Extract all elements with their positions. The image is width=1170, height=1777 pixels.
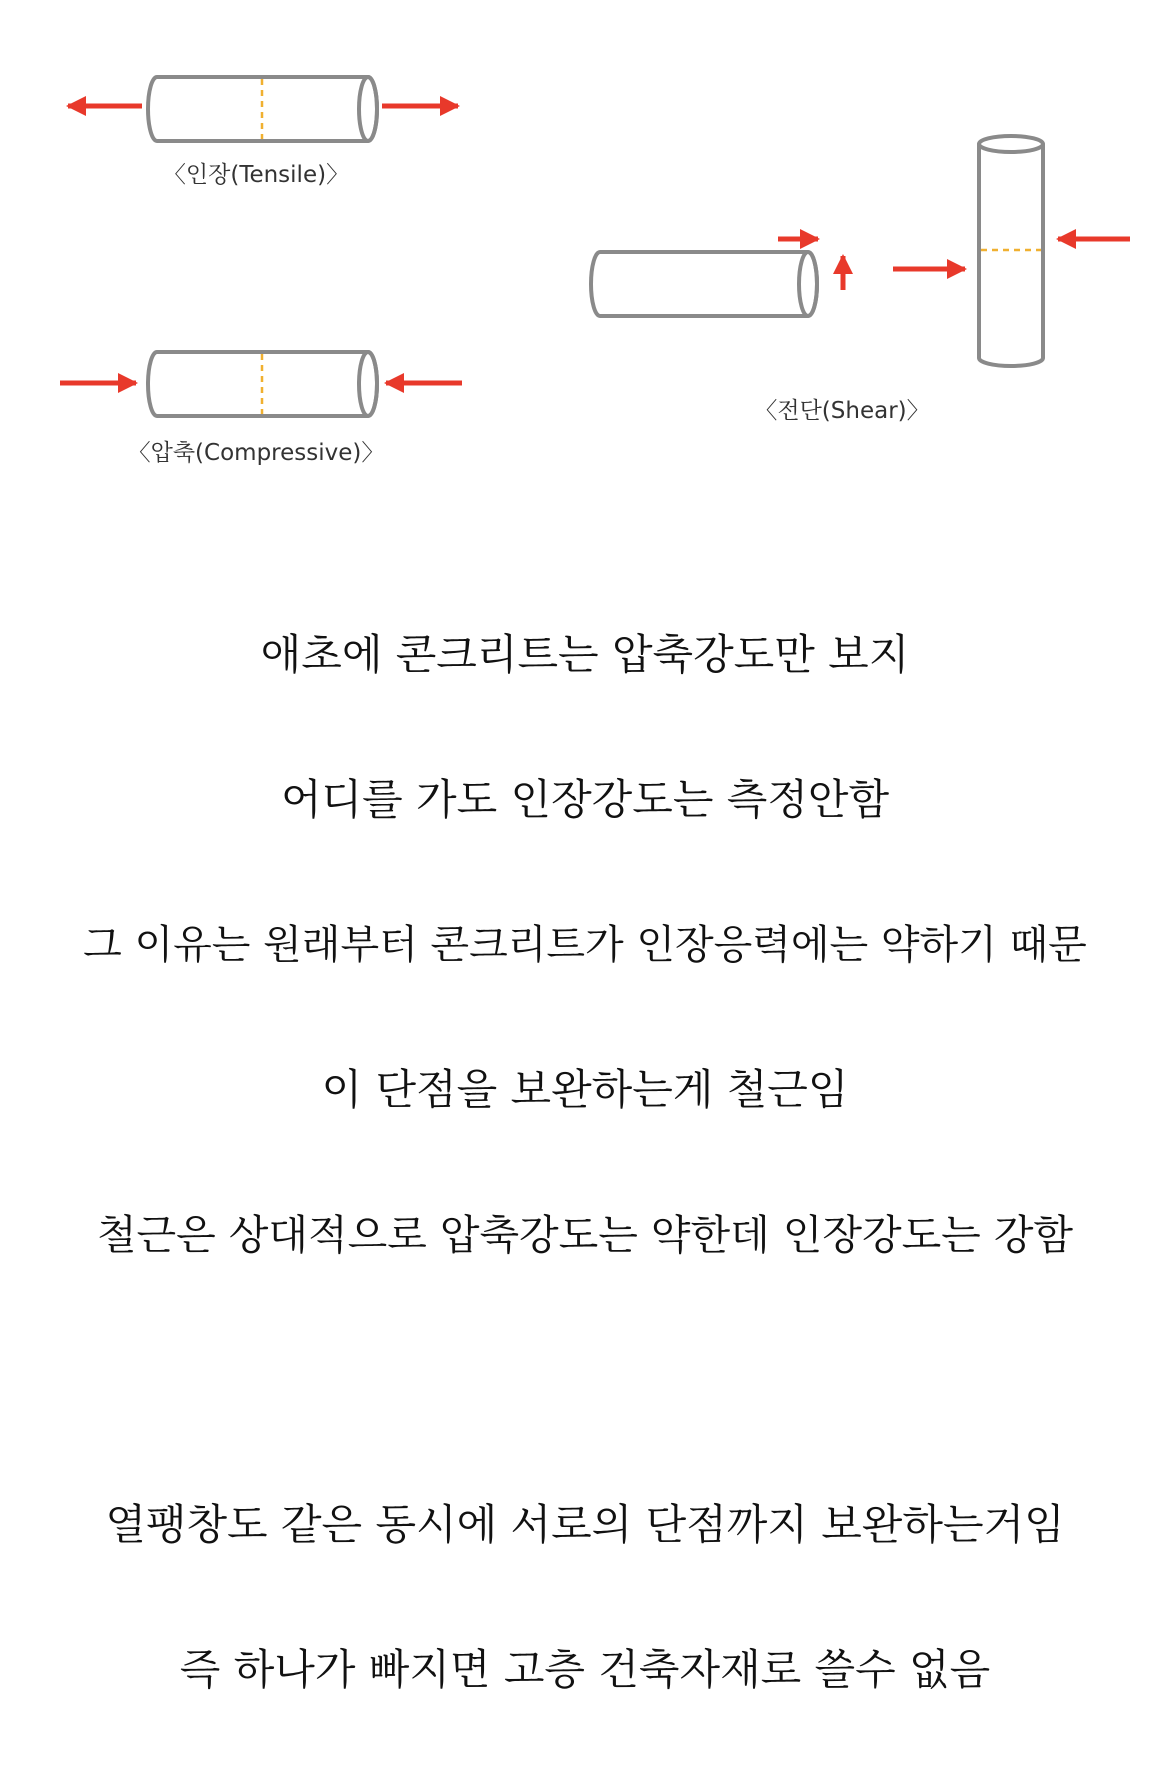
compressive-caption: 〈압축(Compressive)〉 xyxy=(127,440,385,466)
shear-figure xyxy=(591,136,1130,424)
text-line-2: 어디를 가도 인장강도는 측정안함 xyxy=(280,775,890,824)
tensile-caption: 〈인장(Tensile)〉 xyxy=(162,162,350,188)
shear-horizontal-cylinder xyxy=(591,252,817,316)
text-line-1: 애초에 콘크리트는 압축강도만 보지 xyxy=(260,630,910,679)
text-line-5: 철근은 상대적으로 압축강도는 약한데 인장강도는 강함 xyxy=(96,1211,1074,1259)
stress-types-diagram xyxy=(0,0,1170,520)
compressive-figure xyxy=(60,352,462,466)
text-line-4: 이 단점을 보완하는게 철근임 xyxy=(321,1065,849,1114)
text-line-7: 즉 하나가 빠지면 고층 건축자재로 쓸수 없음 xyxy=(179,1645,991,1694)
compressive-cylinder xyxy=(148,352,377,416)
tensile-cylinder xyxy=(148,77,377,141)
text-line-3: 그 이유는 원래부터 콘크리트가 인장응력에는 약하기 때문 xyxy=(83,922,1087,968)
shear-caption: 〈전단(Shear)〉 xyxy=(754,398,930,424)
shear-vertical-cylinder xyxy=(979,144,1043,366)
text-line-6: 열팽창도 같은 동시에 서로의 단점까지 보완하는거임 xyxy=(105,1500,1065,1549)
tensile-figure xyxy=(68,77,458,188)
